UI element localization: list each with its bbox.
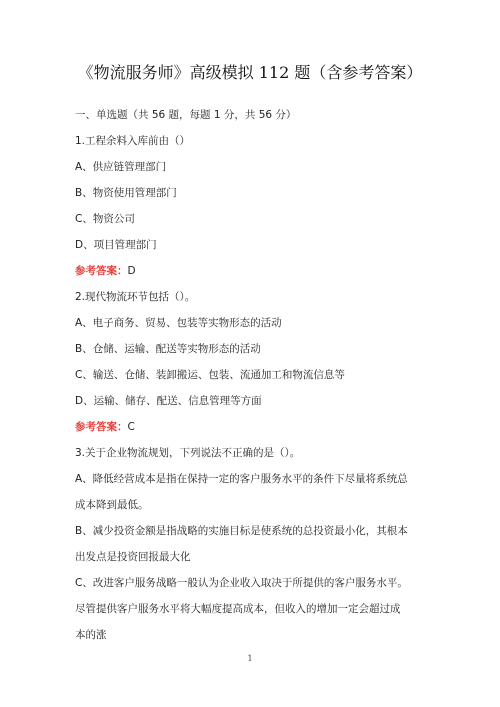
question-3-option-c-line-3: 本的涨 <box>75 629 107 641</box>
question-1-option-b: B、物资使用管理部门 <box>75 187 177 199</box>
question-2-stem: 2.现代物流环节包括（）。 <box>75 291 196 303</box>
page-number: 1 <box>247 654 253 663</box>
question-2-option-b: B、仓储、运输、配送等实物形态的活动 <box>75 343 261 355</box>
question-2-answer <box>75 420 135 434</box>
question-3-option-c-line-1: C、改进客户服务战略一般认为企业收入取决于所提供的客户服务水平。 <box>75 577 408 589</box>
question-3-option-b-line-1: B、减少投资金额是指战略的实施目标是使系统的总投资最小化，其根本 <box>75 525 408 537</box>
question-3-stem: 3.关于企业物流规划，下列说法不正确的是（）。 <box>75 447 301 459</box>
question-1-stem: 1.工程余料入库前由（） <box>75 135 191 147</box>
answer-label: 参考答案： <box>75 421 128 433</box>
answer-label: 参考答案： <box>75 265 128 277</box>
question-3-option-a-line-1: A、降低经营成本是指在保持一定的客户服务水平的条件下尽量将系统总 <box>75 473 408 485</box>
answer-value: D <box>127 265 136 277</box>
section-heading: 一、单选题（共 56 题，每题 1 分，共 56 分） <box>75 109 297 121</box>
question-1-option-a: A、供应链管理部门 <box>75 161 167 173</box>
question-3-option-a-line-2: 成本降到最低。 <box>75 499 149 511</box>
question-1-option-d: D、项目管理部门 <box>75 239 157 251</box>
question-2-option-a: A、电子商务、贸易、包装等实物形态的活动 <box>75 317 282 329</box>
question-3-option-c-line-2: 尽管提供客户服务水平将大幅度提高成本，但收入的增加一定会超过成 <box>75 603 401 615</box>
document-title: 《物流服务师》高级模拟 112 题（含参考答案） <box>77 63 423 82</box>
question-3-option-b-line-2: 出发点是投资回报最大化 <box>75 551 191 563</box>
question-1-option-c: C、物资公司 <box>75 213 135 225</box>
question-1-answer <box>75 264 136 278</box>
answer-value: C <box>127 421 135 433</box>
question-2-option-c: C、输送、仓储、装卸搬运、包装、流通加工和物流信息等 <box>75 369 345 381</box>
question-2-option-d: D、运输、储存、配送、信息管理等方面 <box>75 395 262 407</box>
